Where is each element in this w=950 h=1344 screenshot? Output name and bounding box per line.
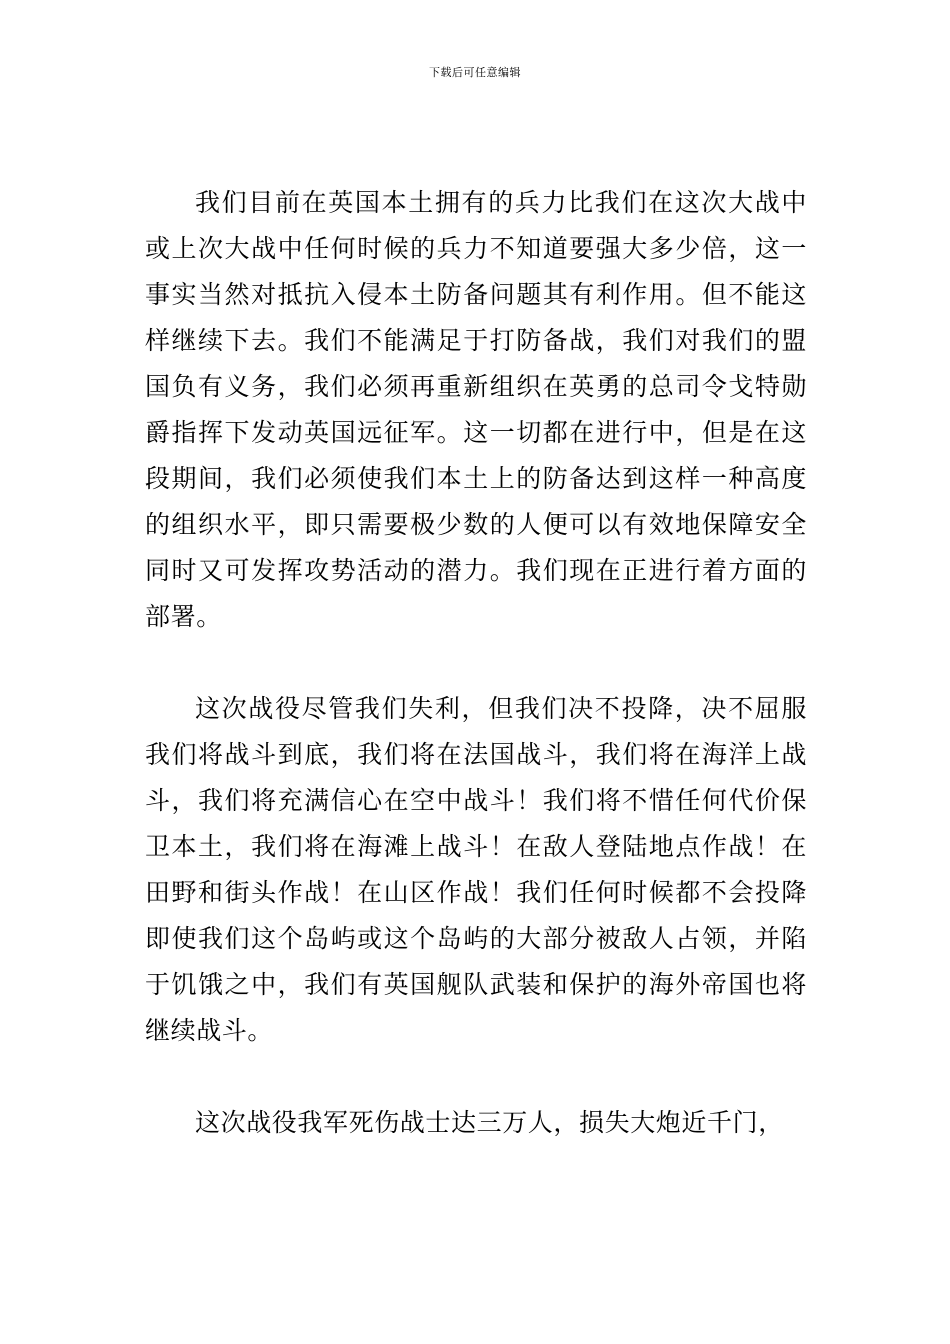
page-header: 下载后可任意编辑 — [429, 66, 521, 79]
paragraph-3: 这次战役我军死伤战士达三万人，损失大炮近千门， — [195, 1108, 784, 1137]
paragraph-1: 我们目前在英国本土拥有的兵力比我们在这次大战中或上次大战中任何时候的兵力不知道要强大多少倍，这一事实当然对抵抗入侵本土防备问题其有利作用。但不能这样继续下去。我们不能满足于打防备战，我们对我们的盟国负有义务，我们必须再重新组织在英勇的总司令戈特勋爵指挥下发动英国远征军。这一切都在进行中，但是在这段期间，我们必须使我们本土上的防备达到这样一种高度的组织水平，即只需要极少数的人便可以有效地保障安全同时又可发挥攻势活动的潜力。我们现在正进行着方面的部署。 — [145, 188, 807, 631]
document-body — [145, 180, 807, 1146]
paragraph-2: 这次战役尽管我们失利，但我们决不投降，决不屈服我们将战斗到底，我们将在法国战斗，我们将在海洋上战斗，我们将充满信心在空中战斗！我们将不惜任何代价保卫本土，我们将在海滩上战斗！在敌人登陆地点作战！在田野和街头作战！在山区作战！我们任何时候都不会投降即使我们这个岛屿或这个岛屿的大部分被敌人占领，并陷于饥饿之中，我们有英国舰队武装和保护的海外帝国也将继续战斗。 — [145, 694, 807, 1045]
